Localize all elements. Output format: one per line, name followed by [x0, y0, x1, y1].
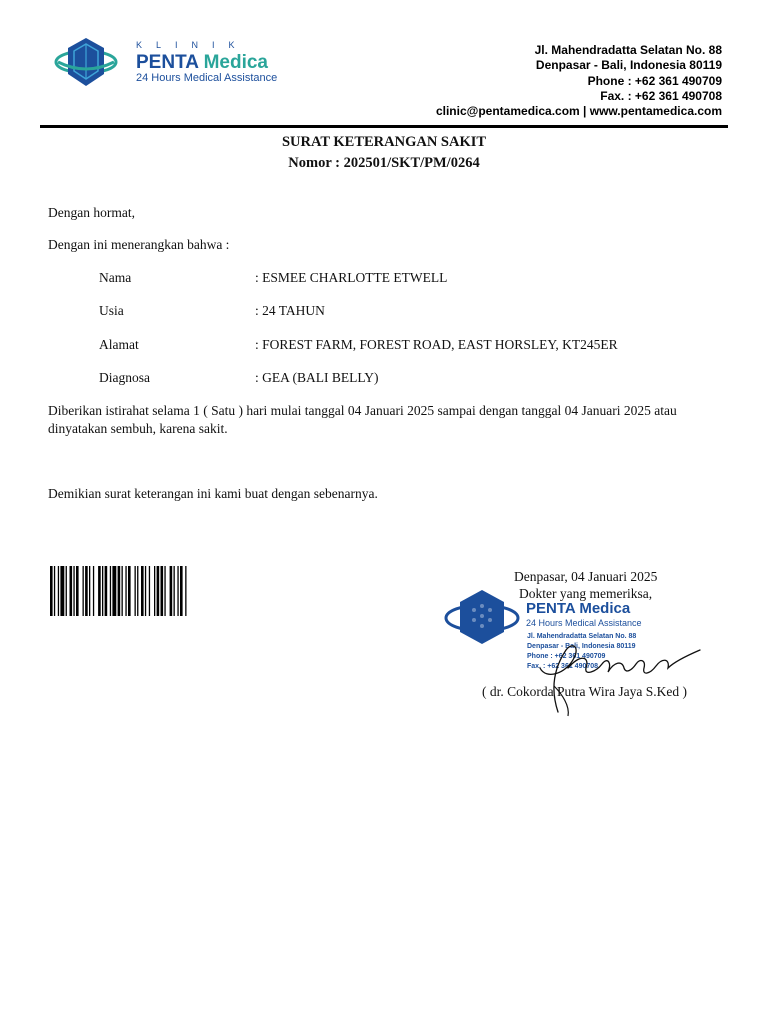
- clinic-klinik-label: KLINIK: [136, 40, 249, 50]
- field-label-usia: Usia: [99, 303, 124, 318]
- clinic-name-part2: Medica: [203, 52, 268, 73]
- clinic-name-part1: PENTA: [136, 52, 199, 73]
- clinic-tagline: 24 Hours Medical Assistance: [136, 72, 278, 84]
- document-title: SURAT KETERANGAN SAKIT: [281, 134, 487, 150]
- rest-statement: Diberikan istirahat selama 1 ( Satu ) hari mulai tanggal 04 Januari 2025 sampai dengan tanggal 04 Januari 2025 atau dinyatakan sembuh, karena sakit.: [48, 403, 677, 436]
- doctor-signature-icon: [510, 628, 710, 718]
- closing-statement: Demikian surat keterangan ini kami buat dengan sebenarnya.: [48, 486, 378, 501]
- stamp-address-city: Denpasar - Bali, Indonesia 80119: [527, 643, 636, 650]
- field-label-alamat: Alamat: [99, 337, 139, 352]
- stamp-clinic-name: PENTA Medica: [526, 600, 631, 617]
- field-value-nama: : ESMEE CHARLOTTE ETWELL: [255, 270, 448, 285]
- signature-role: Dokter yang memeriksa,: [519, 586, 653, 601]
- greeting: Dengan hormat,: [48, 205, 135, 220]
- document-number: Nomor : 202501/SKT/PM/0264: [288, 155, 480, 171]
- header-divider: [40, 125, 728, 128]
- address-street: Jl. Mahendradatta Selatan No. 88: [534, 43, 722, 57]
- clinic-address: [436, 43, 722, 119]
- signature-place-date: Denpasar, 04 Januari 2025: [514, 569, 658, 584]
- address-city: Denpasar - Bali, Indonesia 80119: [535, 58, 722, 73]
- address-contact: clinic@pentamedica.com | www.pentamedica.com: [435, 104, 722, 119]
- field-value-diagnosa: : GEA (BALI BELLY): [255, 370, 379, 385]
- field-label-diagnosa: Diagnosa: [99, 370, 150, 385]
- field-value-usia: : 24 TAHUN: [255, 303, 325, 318]
- stamp-tagline: 24 Hours Medical Assistance: [526, 618, 642, 628]
- clinic-name: [136, 52, 268, 74]
- doctor-name: ( dr. Cokorda Putra Wira Jaya S.Ked ): [482, 684, 688, 699]
- stamp-fax: Fax. : +62 361 490708: [527, 663, 599, 670]
- address-fax: Fax. : +62 361 490708: [600, 88, 722, 103]
- field-value-alamat: : FOREST FARM, FOREST ROAD, EAST HORSLEY, KT245ER: [255, 337, 618, 352]
- address-phone: Phone : +62 361 490709: [587, 73, 722, 88]
- stamp-phone: Phone : +62 361 490709: [527, 653, 606, 660]
- stamp-address-street: Jl. Mahendradatta Selatan No. 88: [527, 633, 637, 640]
- intro: Dengan ini menerangkan bahwa :: [48, 237, 230, 252]
- barcode-icon: [50, 566, 238, 616]
- field-label-nama: Nama: [99, 270, 132, 285]
